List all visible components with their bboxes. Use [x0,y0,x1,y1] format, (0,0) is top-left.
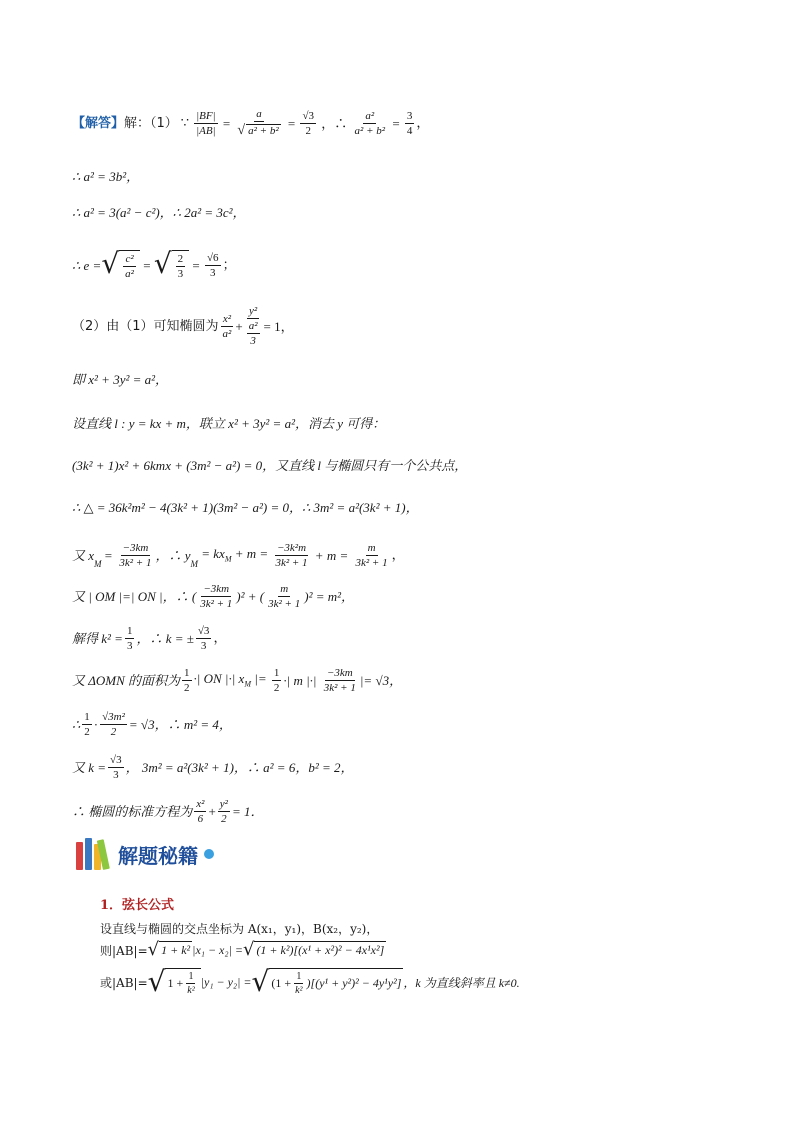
half-fraction-2: $\frac{1}{2}$ [273,667,280,695]
solution-line-2: ∴ a² = 3b²， [72,169,140,184]
y2-over-2-fraction: $\frac{\text{y²}}{2}$ [219,798,228,826]
line-1-tail: ， [416,115,430,131]
a-over-sqrt-fraction: $\frac{a}{\text{√ a² + b²}}$ [237,108,279,139]
sqrt-c2-a2: √ $\frac{\text{c²}}{\text{a²}}$ [101,250,140,280]
solution-line-5: （2）由（1）可知椭圆为 $\frac{\text{x²}}{\text{a²}}$ + $\frac{\text{y²}}{\frac{\text{a²}}{3}}$ = 1， [72,305,294,348]
line-4-tail: ； [222,257,236,273]
half-fraction-1: $\frac{1}{2}$ [184,667,190,695]
secret-line-2-prefix: 则|AB|= [100,943,148,958]
solution-line-9: ∴ △ = 36k²m² − 4(3k² + 1)(3m² − a²) = 0，∴ 3m² = a²(3k² + 1)， [72,500,419,515]
solution-line-1: 【解答】 解：（1） ∵ $\frac{|BF|}{|AB|}$ = $\frac{a}{\text{√ a² + b²}}$ = $\frac{√3}{2}$ ，∴ $\frac{\text{a²}}{\text{a² + b²}}$ = $\frac{3}{4}$ ， [72,108,430,139]
ym-fraction-2: $\frac{m}{\text{3k² + 1}}$ [355,542,388,570]
area-km-fraction: $\frac{-3km}{\text{3k² + 1}}$ [323,667,356,695]
line-10-tail: ， [391,548,405,564]
secret-line-2: 则|AB|= √ 1 + k² |x₁ − x₂| = √ (1 + k²)[(x¹ + x²)² − 4x¹x²] [100,939,385,960]
solution-line-4: ∴ e = √ $\frac{\text{c²}}{\text{a²}}$ = √ $\frac{2}{3}$ = $\frac{√6}{3}$ ； [72,247,236,281]
solution-line-10: 又 x M = $\frac{-3km}{\text{3k² + 1}}$ ，∴ y M = $kx_M + m$ = $\frac{\text{−3k²m}}{\text{3k² + 1}}$ + m = $\frac{m}{\text{3k² + 1}}$ ， [72,542,405,570]
om-fraction-1: $\frac{-3km}{\text{3k² + 1}}$ [200,583,233,611]
solution-line-13: 又 ΔOMN 的面积为 $\frac{1}{2}$ ·| ON |·| $x_M$ |= $\frac{1}{2}$ ·| m |·| $\frac{-3km}{\text{3k² + 1}}$ |= √3， [72,667,403,695]
sqrt-two-thirds: √ $\frac{2}{3}$ [154,250,189,280]
sqrt6-over-3-fraction: $\frac{√6}{3}$ [207,251,219,279]
solution-line-3: ∴ a² = 3(a² − c²)，∴ 2a² = 3c²， [72,205,246,220]
solution-line-12 [72,625,226,652]
x2-over-a2-fraction: $\frac{\text{x²}}{\text{a²}}$ [222,312,232,340]
line-11-prefix: 又 | OM |=| ON |，∴ ( [72,589,197,605]
a2-over-sum-fraction: $\frac{\text{a²}}{\text{a² + b²}}$ [354,109,386,137]
line-16-tail: = 1． [231,804,264,820]
line-1-prefix: 解：（1） [124,115,178,131]
secret-line-3-prefix: 或|AB|= [100,975,148,990]
line-13-tail: |= √3， [359,673,403,689]
sqrt3-over-3-fraction-2: $\frac{√3}{3}$ [110,754,122,782]
y2-over-a2-third-fraction: $\frac{\text{y²}}{\frac{\text{a²}}{3}}$ [248,305,258,348]
sqrt3m2-over-2-fraction: $\frac{\text{√3m²}}{2}$ [102,711,125,739]
solution-line-7: 设直线 l : y = kx + m，联立 x² + 3y² = a²，消去 y 可得： [72,416,386,431]
secret-line-3: 或|AB|= √ 1 + $\frac{1}{\text{k²}}$ |y₁ − y₂| = √ (1 + $\frac{1}{\text{k²}}$ )[(y¹ + y²)² − 4y¹y²] ，k 为直线斜率且 k≠0. [100,965,520,998]
half-fraction-3: $\frac{1}{2}$ [84,711,90,739]
line-11-tail: )² = m²， [304,589,355,605]
secret-heading: 1．弦长公式 [100,898,175,913]
title-dot [204,849,214,859]
bf-over-ab-fraction: $\frac{|BF|}{|AB|}$ [196,109,216,137]
answer-label: 【解答】 [72,115,125,131]
solution-line-6: 即 x² + 3y² = a²， [72,372,169,387]
solution-line-14: ∴ $\frac{1}{2}$ · $\frac{\text{√3m²}}{2}$ = √3，∴ m² = 4， [72,711,232,739]
line-10-mid: ，∴ y [155,548,191,564]
sqrt3-over-3-fraction: $\frac{√3}{3}$ [197,625,210,653]
x2-over-6-fraction: $\frac{\text{x²}}{6}$ [196,798,205,826]
solution-line-16: ∴ 椭圆的标准方程为 $\frac{\text{x²}}{6}$ + $\frac{\text{y²}}{2}$ = 1． [72,798,264,826]
one-third-fraction: $\frac{1}{3}$ [126,625,133,653]
ym-fraction-1: $\frac{\text{−3k²m}}{\text{3k² + 1}}$ [275,542,308,570]
line-15-prefix: 又 k = [72,760,107,776]
because-symbol: ∵ [180,115,190,131]
line-4-prefix: ∴ e = [72,257,102,273]
line-14-prefix: ∴ [72,717,81,733]
line-12-tail: ， [213,631,227,647]
line-16-prefix: ∴ 椭圆的标准方程为 [72,804,193,820]
books-icon [76,838,112,870]
line-10-prefix: 又 x [72,548,95,564]
secret-line-1: 设直线与椭圆的交点坐标为 A(x₁，y₁)，B(x₂，y₂)， [100,922,379,936]
line-13-prefix: 又 ΔOMN 的面积为 [72,673,181,689]
solution-line-11: 又 | OM |=| ON |，∴ ( $\frac{-3km}{\text{3k² + 1}}$ )² + ( $\frac{m}{\text{3k² + 1}}$ )² = m²， [72,583,355,611]
om-fraction-2: $\frac{m}{\text{3k² + 1}}$ [268,583,301,611]
xm-fraction: $\frac{-3km}{\text{3k² + 1}}$ [119,542,152,570]
solution-line-8: (3k² + 1)x² + 6kmx + (3m² − a²) = 0，又直线 l 与椭圆只有一个公共点， [72,458,468,473]
secret-line-3-tail: ，k 为直线斜率且 k≠0. [403,975,520,990]
line-12-mid: ，∴ k = ± [136,631,194,647]
line-12-prefix: 解得 k² = [72,631,123,647]
line-14-tail: = √3，∴ m² = 4， [128,717,232,733]
solution-line-15 [72,754,354,781]
three-quarters-fraction: $\frac{3}{4}$ [406,109,413,137]
sqrt3-over-2-fraction: $\frac{√3}{2}$ [302,109,315,137]
line-5-tail: = 1， [263,318,294,334]
line-15-tail: ， 3m² = a²(3k² + 1)，∴ a² = 6，b² = 2， [125,760,354,776]
section-title-bar [76,838,214,870]
section-title: 解题秘籍 [118,843,198,868]
line-5-prefix: （2）由（1）可知椭圆为 [72,318,219,334]
